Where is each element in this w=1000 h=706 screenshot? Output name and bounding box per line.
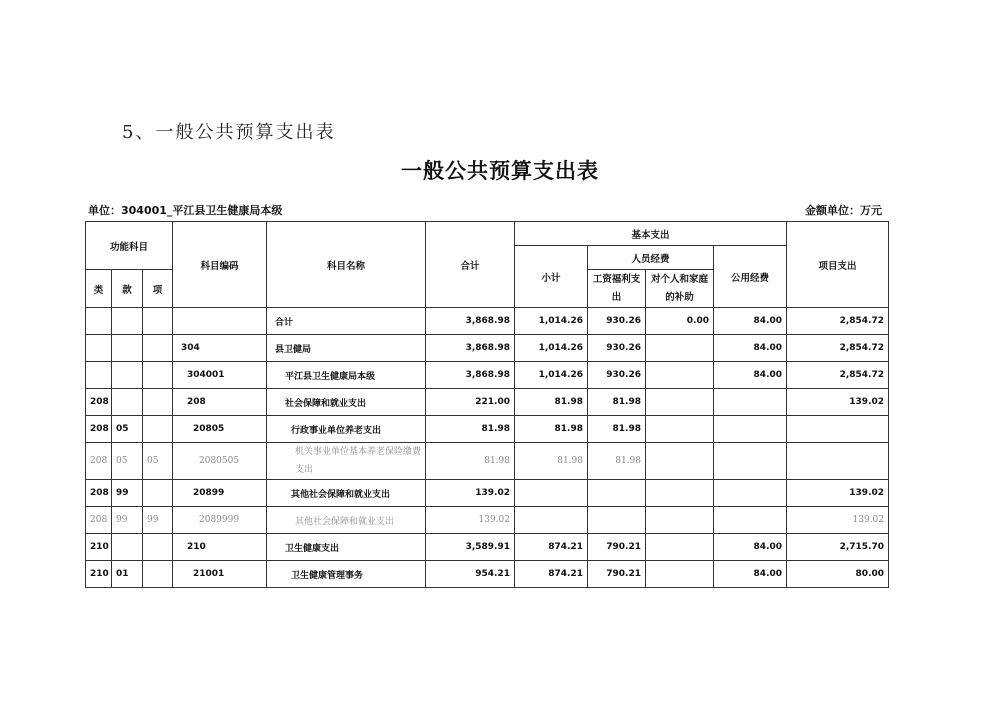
cell-salary: 930.26 bbox=[588, 362, 646, 389]
cell-subtotal: 1,014.26 bbox=[515, 362, 588, 389]
table-row bbox=[86, 507, 889, 534]
cell-code: 2080505 bbox=[173, 443, 267, 480]
cell-subtotal: 81.98 bbox=[515, 443, 588, 480]
header-func-subject: 功能科目 bbox=[86, 222, 173, 270]
cell-individual bbox=[646, 507, 714, 534]
cell-code: 21001 bbox=[173, 561, 267, 588]
cell-public bbox=[714, 480, 787, 507]
cell-project bbox=[787, 416, 889, 443]
cell-subtotal bbox=[515, 507, 588, 534]
cell-total: 139.02 bbox=[426, 480, 515, 507]
cell-name: 县卫健局 bbox=[267, 335, 426, 362]
cell-xiang bbox=[143, 480, 173, 507]
header-project-expense: 项目支出 bbox=[787, 222, 889, 308]
cell-salary: 790.21 bbox=[588, 534, 646, 561]
header-salary-welfare: 工资福利支出 bbox=[588, 270, 646, 308]
cell-subtotal: 81.98 bbox=[515, 389, 588, 416]
unit-label: 单位：304001_平江县卫生健康局本级 bbox=[88, 204, 283, 217]
amount-unit-label: 金额单位：万元 bbox=[805, 204, 882, 217]
cell-salary: 81.98 bbox=[588, 389, 646, 416]
cell-individual bbox=[646, 416, 714, 443]
cell-subtotal: 1,014.26 bbox=[515, 308, 588, 335]
cell-individual bbox=[646, 561, 714, 588]
cell-project: 2,715.70 bbox=[787, 534, 889, 561]
cell-public bbox=[714, 443, 787, 480]
cell-kuan: 99 bbox=[112, 507, 143, 534]
header-subject-code: 科目编码 bbox=[173, 222, 267, 308]
cell-total: 81.98 bbox=[426, 416, 515, 443]
cell-kuan: 05 bbox=[112, 443, 143, 480]
cell-lei: 210 bbox=[86, 534, 112, 561]
cell-total: 3,868.98 bbox=[426, 308, 515, 335]
cell-subtotal: 81.98 bbox=[515, 416, 588, 443]
cell-lei bbox=[86, 335, 112, 362]
cell-public bbox=[714, 389, 787, 416]
cell-xiang bbox=[143, 389, 173, 416]
cell-lei: 210 bbox=[86, 561, 112, 588]
header-basic-expense: 基本支出 bbox=[515, 222, 787, 246]
cell-kuan: 99 bbox=[112, 480, 143, 507]
cell-public: 84.00 bbox=[714, 335, 787, 362]
cell-xiang bbox=[143, 534, 173, 561]
cell-lei: 208 bbox=[86, 416, 112, 443]
cell-xiang: 05 bbox=[143, 443, 173, 480]
cell-salary: 930.26 bbox=[588, 335, 646, 362]
cell-individual bbox=[646, 480, 714, 507]
cell-salary bbox=[588, 480, 646, 507]
cell-name: 卫生健康支出 bbox=[267, 534, 426, 561]
table-row bbox=[86, 416, 889, 443]
cell-code: 304001 bbox=[173, 362, 267, 389]
header-total: 合计 bbox=[426, 222, 515, 308]
cell-project: 139.02 bbox=[787, 507, 889, 534]
cell-public: 84.00 bbox=[714, 561, 787, 588]
cell-code: 20805 bbox=[173, 416, 267, 443]
table-row bbox=[86, 308, 889, 335]
cell-kuan bbox=[112, 308, 143, 335]
cell-public bbox=[714, 416, 787, 443]
cell-total: 954.21 bbox=[426, 561, 515, 588]
cell-kuan bbox=[112, 389, 143, 416]
cell-individual: 0.00 bbox=[646, 308, 714, 335]
cell-salary: 81.98 bbox=[588, 443, 646, 480]
cell-individual bbox=[646, 534, 714, 561]
cell-project: 139.02 bbox=[787, 389, 889, 416]
cell-public bbox=[714, 507, 787, 534]
cell-code: 210 bbox=[173, 534, 267, 561]
table-row bbox=[86, 362, 889, 389]
header-subject-name: 科目名称 bbox=[267, 222, 426, 308]
cell-public: 84.00 bbox=[714, 362, 787, 389]
cell-public: 84.00 bbox=[714, 308, 787, 335]
cell-project: 2,854.72 bbox=[787, 362, 889, 389]
header-individual-family: 对个人和家庭的补助 bbox=[646, 270, 714, 308]
cell-individual bbox=[646, 443, 714, 480]
cell-project: 2,854.72 bbox=[787, 308, 889, 335]
cell-total: 3,868.98 bbox=[426, 362, 515, 389]
cell-lei: 208 bbox=[86, 507, 112, 534]
cell-individual bbox=[646, 362, 714, 389]
cell-lei: 208 bbox=[86, 443, 112, 480]
document-title: 一般公共预算支出表 bbox=[401, 159, 599, 183]
cell-kuan bbox=[112, 362, 143, 389]
cell-name: 平江县卫生健康局本级 bbox=[267, 362, 426, 389]
cell-code: 304 bbox=[173, 335, 267, 362]
cell-kuan bbox=[112, 534, 143, 561]
cell-individual bbox=[646, 335, 714, 362]
table-row bbox=[86, 480, 889, 507]
cell-salary: 790.21 bbox=[588, 561, 646, 588]
cell-lei bbox=[86, 362, 112, 389]
table-row bbox=[86, 534, 889, 561]
cell-code: 20899 bbox=[173, 480, 267, 507]
cell-total: 139.02 bbox=[426, 507, 515, 534]
cell-kuan: 01 bbox=[112, 561, 143, 588]
cell-name: 卫生健康管理事务 bbox=[267, 561, 426, 588]
cell-code: 2089999 bbox=[173, 507, 267, 534]
cell-total: 3,589.91 bbox=[426, 534, 515, 561]
cell-name: 合计 bbox=[267, 308, 426, 335]
section-heading: 5、一般公共预算支出表 bbox=[122, 122, 336, 143]
cell-name: 其他社会保障和就业支出 bbox=[267, 480, 426, 507]
cell-name: 机关事业单位基本养老保险缴费支出 bbox=[267, 443, 426, 480]
header-public-funds: 公用经费 bbox=[714, 246, 787, 308]
budget-table bbox=[85, 221, 889, 588]
cell-total: 81.98 bbox=[426, 443, 515, 480]
cell-total: 3,868.98 bbox=[426, 335, 515, 362]
cell-salary bbox=[588, 507, 646, 534]
cell-salary: 81.98 bbox=[588, 416, 646, 443]
table-row bbox=[86, 389, 889, 416]
cell-subtotal bbox=[515, 480, 588, 507]
cell-code bbox=[173, 308, 267, 335]
header-kuan: 款 bbox=[112, 270, 143, 308]
cell-subtotal: 874.21 bbox=[515, 561, 588, 588]
cell-xiang bbox=[143, 416, 173, 443]
cell-name: 其他社会保障和就业支出 bbox=[267, 507, 426, 534]
header-xiang: 项 bbox=[143, 270, 173, 308]
cell-subtotal: 1,014.26 bbox=[515, 335, 588, 362]
cell-public: 84.00 bbox=[714, 534, 787, 561]
table-row bbox=[86, 443, 889, 480]
cell-project: 139.02 bbox=[787, 480, 889, 507]
cell-salary: 930.26 bbox=[588, 308, 646, 335]
header-lei: 类 bbox=[86, 270, 112, 308]
table-row bbox=[86, 335, 889, 362]
table-row bbox=[86, 561, 889, 588]
cell-name: 行政事业单位养老支出 bbox=[267, 416, 426, 443]
cell-project bbox=[787, 443, 889, 480]
cell-individual bbox=[646, 389, 714, 416]
cell-subtotal: 874.21 bbox=[515, 534, 588, 561]
cell-kuan: 05 bbox=[112, 416, 143, 443]
cell-xiang bbox=[143, 308, 173, 335]
cell-total: 221.00 bbox=[426, 389, 515, 416]
cell-name: 社会保障和就业支出 bbox=[267, 389, 426, 416]
cell-xiang bbox=[143, 561, 173, 588]
cell-lei: 208 bbox=[86, 389, 112, 416]
cell-xiang bbox=[143, 362, 173, 389]
cell-lei bbox=[86, 308, 112, 335]
cell-project: 2,854.72 bbox=[787, 335, 889, 362]
header-subtotal: 小计 bbox=[515, 246, 588, 308]
cell-kuan bbox=[112, 335, 143, 362]
cell-lei: 208 bbox=[86, 480, 112, 507]
cell-xiang bbox=[143, 335, 173, 362]
cell-code: 208 bbox=[173, 389, 267, 416]
cell-xiang: 99 bbox=[143, 507, 173, 534]
cell-project: 80.00 bbox=[787, 561, 889, 588]
header-personnel: 人员经费 bbox=[588, 246, 714, 270]
